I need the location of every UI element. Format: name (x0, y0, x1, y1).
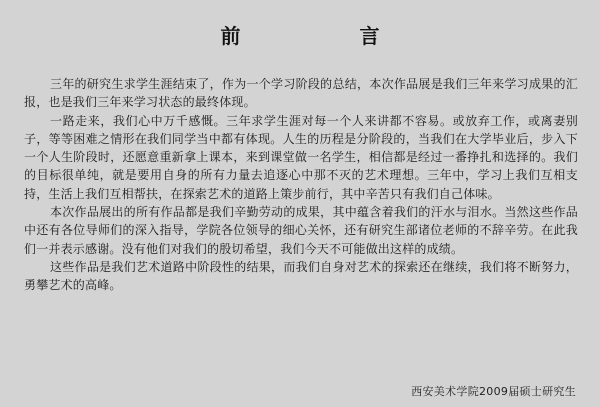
paragraph-1: 三年的研究生求学生涯结束了，作为一个学习阶段的总结，本次作品展是我们三年来学习成果的汇报，也是我们三年来学习状态的最终体现。 (24, 77, 578, 110)
page-title: 前 言 (220, 24, 436, 48)
paragraph-3: 本次作品展出的所有作品都是我们辛勤劳动的成果，其中蕴含着我们的汗水与泪水。当然这些作品中还有各位导师们的深入指导，学院各位领导的细心关怀，还有研究生部诸位老师的不辞辛劳。在此我们一并表示感谢。没有他们对我们的殷切希望，我们今天不可能做出这样的成绩。 (24, 205, 578, 256)
paragraph-4: 这些作品是我们艺术道路中阶段性的结果，而我们自身对艺术的探索还在继续，我们将不断努力，勇攀艺术的高峰。 (24, 259, 578, 293)
preface-body (24, 75, 578, 295)
signature: 西安美术学院2009届硕士研究生 (411, 385, 576, 398)
paragraph-2: 一路走来，我们心中万千感慨。三年求学生涯对每一个人来讲都不容易。或放弃工作，或离妻别子，等等困难之情形在我们同学当中都有体现。人生的历程是分阶段的，当我们在大学毕业后，步入下一个人生阶段时，还愿意重新拿上课本，来到课堂做一名学生，相信都是经过一番挣扎和选择的。我们的目标很单纯，就是要用自身的所有力量去追逐心中那不灭的艺术理想。三年中，学习上我们互相支持，生活上我们互相帮扶，在探索艺术的道路上策步前行，其中辛苦只有我们自己体味。 (24, 113, 578, 201)
